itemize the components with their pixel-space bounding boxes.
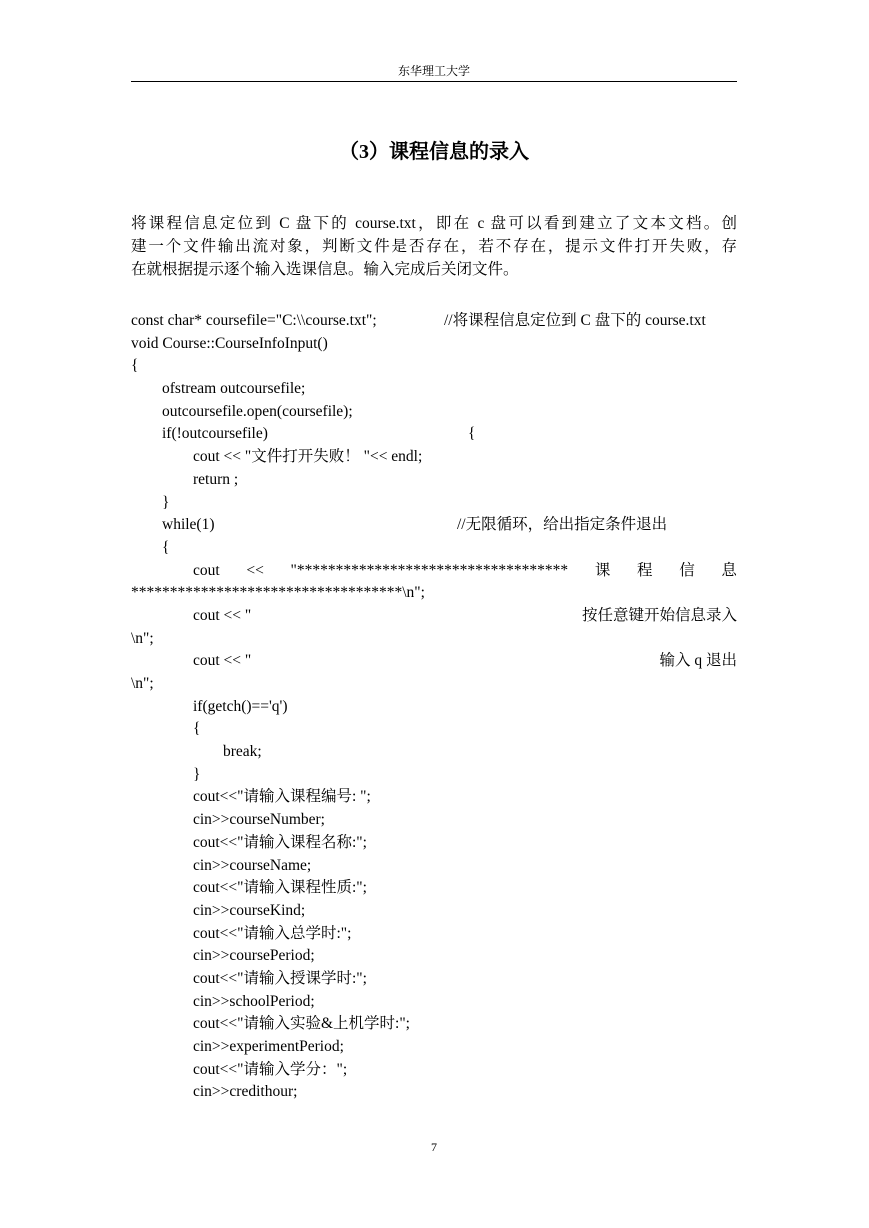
code-line: { bbox=[193, 720, 201, 738]
code-line: cout<<"请输入实验&上机学时:"; bbox=[193, 1015, 410, 1033]
page-number: 7 bbox=[431, 1140, 437, 1154]
code-line bbox=[131, 514, 737, 537]
code-token: << bbox=[246, 561, 264, 579]
page-header: 东华理工大学 bbox=[397, 64, 470, 78]
intro-paragraph bbox=[131, 212, 737, 281]
code-line: } bbox=[193, 765, 201, 783]
code-line: cin>>credithour; bbox=[193, 1083, 298, 1101]
code-line: \n"; bbox=[131, 629, 154, 647]
code-line: void Course::CourseInfoInput() bbox=[131, 334, 328, 352]
code-line bbox=[131, 650, 737, 673]
intro-line: 建一个文件输出流对象，判断文件是否存在，若不存在，提示文件打开失败，存 bbox=[131, 238, 737, 255]
code-line: } bbox=[162, 493, 170, 511]
code-line: cout<<"请输入课程性质:"; bbox=[193, 879, 367, 897]
code-line: outcoursefile.open(coursefile); bbox=[162, 402, 353, 420]
section-title: （3）课程信息的录入 bbox=[339, 141, 529, 163]
code-listing bbox=[131, 310, 737, 1104]
code-line: ofstream outcoursefile; bbox=[162, 380, 306, 398]
code-text: if(!outcoursefile) bbox=[162, 425, 268, 443]
code-line: cin>>courseKind; bbox=[193, 901, 306, 919]
code-text: const char* coursefile="C:\\course.txt"; bbox=[131, 312, 377, 329]
code-comment: //无限循环，给出指定条件退出 bbox=[457, 516, 668, 534]
code-token: 程 bbox=[637, 561, 653, 579]
code-text: while(1) bbox=[162, 516, 215, 534]
code-line: return ; bbox=[193, 470, 239, 488]
code-line: cin>>courseName; bbox=[193, 856, 312, 874]
code-token: cout << " bbox=[193, 652, 252, 670]
code-comment: //将课程信息定位到 C 盘下的 course.txt bbox=[444, 312, 706, 329]
code-line bbox=[131, 605, 737, 628]
code-line bbox=[131, 310, 737, 333]
header-rule bbox=[131, 81, 737, 82]
code-token: "*********************************** bbox=[290, 561, 569, 579]
code-line: cout<<"请输入课程编号: "; bbox=[193, 788, 371, 806]
code-line: cout<<"请输入学分："; bbox=[193, 1060, 348, 1078]
code-line: cout<<"请输入授课学时:"; bbox=[193, 969, 367, 987]
intro-line: 在就根据提示逐个输入选课信息。输入完成后关闭文件。 bbox=[131, 261, 519, 278]
code-brace: { bbox=[468, 425, 476, 443]
code-token: 输入 q 退出 bbox=[659, 652, 737, 670]
code-line bbox=[131, 423, 737, 446]
code-token: cout << " bbox=[193, 606, 252, 624]
code-token: 息 bbox=[721, 561, 737, 579]
code-line: break; bbox=[223, 743, 262, 761]
code-line bbox=[131, 560, 737, 583]
code-line: \n"; bbox=[131, 675, 154, 692]
code-line: cout<<"请输入课程名称:"; bbox=[193, 833, 367, 851]
code-token: 信 bbox=[679, 561, 695, 579]
code-token: cout bbox=[193, 561, 220, 579]
code-line: if(getch()=='q') bbox=[193, 697, 288, 715]
code-line: cin>>coursePeriod; bbox=[193, 947, 315, 965]
code-line: cout<<"请输入总学时:"; bbox=[193, 924, 352, 942]
code-line: cout << "文件打开失败！ "<< endl; bbox=[193, 448, 423, 466]
code-line: ***********************************\n"; bbox=[131, 584, 425, 602]
code-line: cin>>courseNumber; bbox=[193, 811, 325, 829]
intro-line: 将课程信息定位到 C 盘下的 course.txt，即在 c 盘可以看到建立了文本文档。创 bbox=[131, 215, 737, 232]
code-line: { bbox=[131, 357, 139, 375]
code-line: cin>>experimentPeriod; bbox=[193, 1038, 344, 1055]
code-line: cin>>schoolPeriod; bbox=[193, 992, 315, 1010]
code-token: 按任意键开始信息录入 bbox=[581, 606, 737, 624]
code-line: { bbox=[162, 538, 170, 556]
code-token: 课 bbox=[594, 561, 611, 579]
